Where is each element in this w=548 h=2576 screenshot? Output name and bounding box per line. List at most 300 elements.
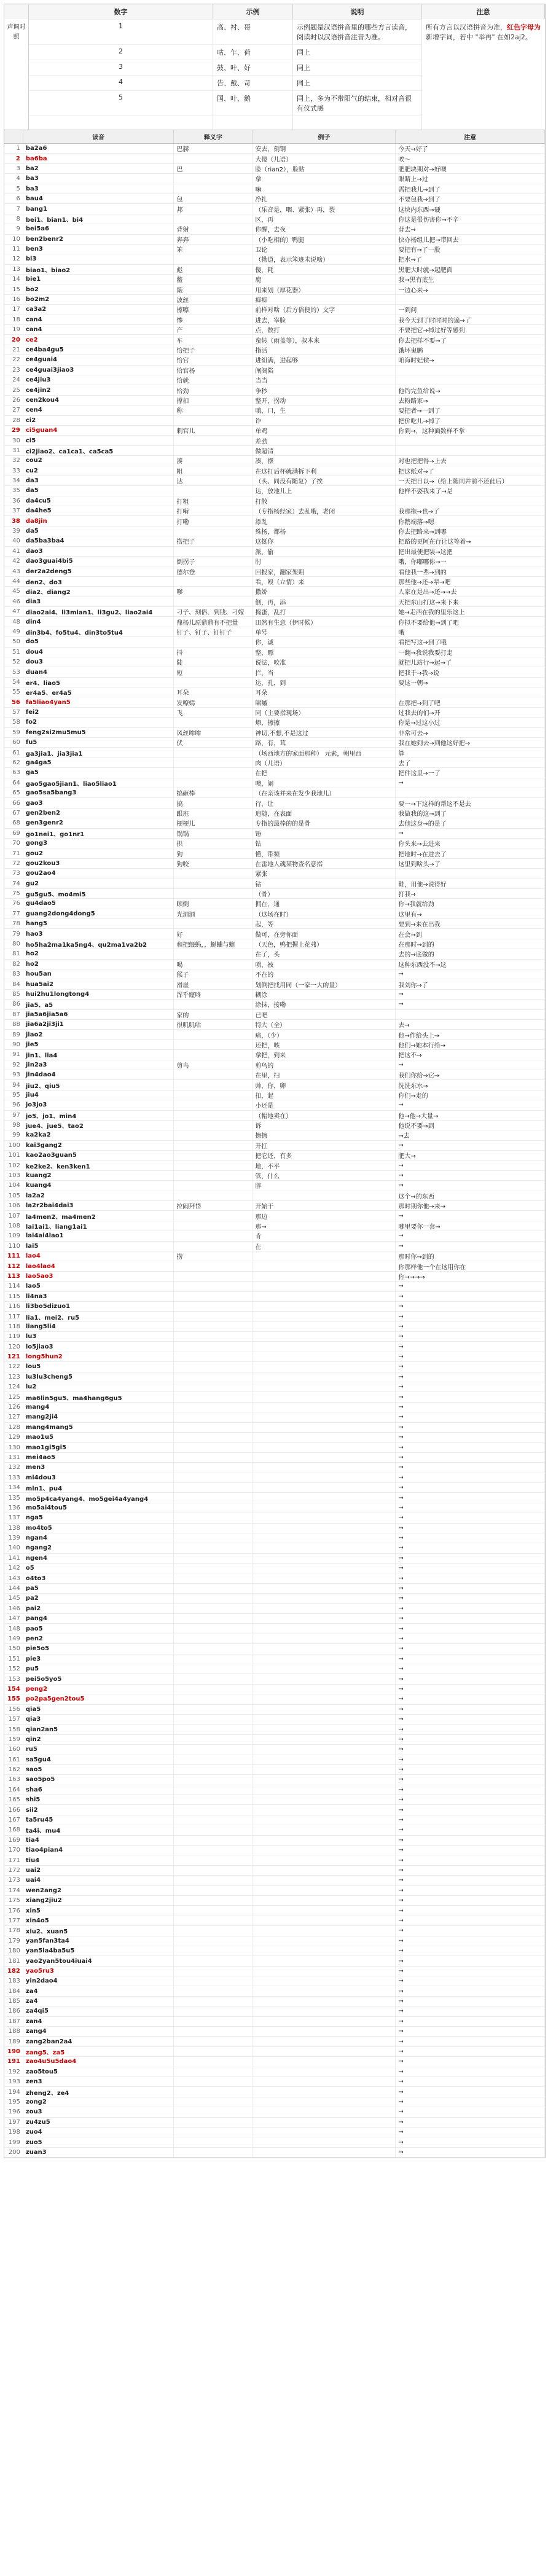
row-number-cell: 189	[4, 2037, 23, 2046]
row-number-cell: 146	[4, 1603, 23, 1613]
row-number-cell: 59	[4, 727, 23, 737]
dialect-word-cell: 捞	[174, 1251, 252, 1261]
definition-cell	[252, 2107, 396, 2117]
usage-note-cell: 黑肥大时就→起肥面	[396, 264, 545, 274]
dialect-word-cell	[174, 1714, 252, 1724]
dialect-word-cell	[174, 1895, 252, 1905]
definition-cell: 田然有生意（伊时候）	[252, 617, 396, 627]
definition-cell	[252, 1493, 396, 1503]
usage-note-cell: →	[396, 1835, 545, 1845]
usage-note-cell: →	[396, 1433, 545, 1443]
pronunciation-cell: cen4	[23, 405, 173, 415]
pronunciation-cell: lu3	[23, 1332, 173, 1342]
row-number-cell: 30	[4, 436, 23, 445]
dialect-word-cell: 彪	[174, 264, 252, 274]
usage-note-cell: →	[396, 1664, 545, 1674]
pronunciation-cell: da8jin	[23, 516, 173, 526]
usage-note-cell: →	[396, 1372, 545, 1382]
table-row	[4, 1503, 545, 1513]
table-row	[4, 1916, 545, 1925]
pronunciation-cell: mo4to5	[23, 1523, 173, 1533]
pronunciation-cell: jiu4	[23, 1090, 173, 1100]
table-row	[4, 1926, 545, 1936]
dialect-word-cell: 拉闹拜岱	[174, 1201, 252, 1211]
usage-note-cell: →	[396, 2087, 545, 2097]
usage-note-cell: →	[396, 1422, 545, 1432]
definition-cell: 地，不平	[252, 1161, 396, 1170]
row-number-cell: 101	[4, 1151, 23, 1161]
row-number-cell: 188	[4, 2027, 23, 2037]
table-row	[4, 506, 545, 516]
definition-cell	[252, 1342, 396, 1352]
definition-cell	[252, 1926, 396, 1936]
table-row	[4, 959, 545, 969]
pronunciation-cell: jia5、a5	[23, 1000, 173, 1009]
row-number-cell: 37	[4, 506, 23, 516]
dialect-word-cell	[174, 778, 252, 788]
usage-note-cell: 我今天到了时时时的遍→了	[396, 315, 545, 324]
pronunciation-cell: jie5	[23, 1039, 173, 1049]
table-row	[4, 1594, 545, 1603]
legend-example: 告、戴、苛	[213, 75, 293, 90]
pronunciation-cell: lao5ao3	[23, 1271, 173, 1281]
table-row	[4, 1372, 545, 1382]
dialect-word-cell: 顾倒	[174, 899, 252, 909]
row-number-cell: 115	[4, 1291, 23, 1301]
pronunciation-cell: fu5	[23, 738, 173, 748]
pronunciation-cell: lai5	[23, 1241, 173, 1251]
usage-note-cell: 对也把把得→上去	[396, 456, 545, 466]
row-number-cell: 156	[4, 1704, 23, 1714]
table-row	[4, 375, 545, 385]
table-row	[4, 627, 545, 636]
usage-note-cell: 饿坏鬼鹏	[396, 345, 545, 354]
row-number-cell: 82	[4, 959, 23, 969]
dialect-word-cell: 发嘹嫣	[174, 697, 252, 707]
pronunciation-cell: mang4mang5	[23, 1422, 173, 1432]
dialect-word-cell	[174, 1573, 252, 1583]
pronunciation-cell: ben2benr2	[23, 234, 173, 244]
pronunciation-cell: gou2	[23, 848, 173, 858]
definition-cell: 单号	[252, 627, 396, 636]
row-number-cell: 162	[4, 1764, 23, 1774]
definition-cell: 肯	[252, 1231, 396, 1241]
definition-cell: 做超清	[252, 445, 396, 455]
usage-note-cell: 非常可去→	[396, 727, 545, 737]
pronunciation-cell: pai2	[23, 1603, 173, 1613]
usage-note-cell: →	[396, 1503, 545, 1513]
dialect-word-cell	[174, 1392, 252, 1402]
table-row	[4, 858, 545, 868]
dialect-word-cell	[174, 869, 252, 879]
row-number-cell: 72	[4, 858, 23, 868]
legend-desc	[293, 115, 422, 130]
pronunciation-cell: xiu2、xuan5	[23, 1926, 173, 1936]
row-number-cell: 79	[4, 929, 23, 939]
definition-cell: 说法，咬准	[252, 657, 396, 667]
pronunciation-cell: ci5guan4	[23, 425, 173, 435]
pronunciation-cell: dia2、diang2	[23, 587, 173, 597]
definition-cell	[252, 1916, 396, 1925]
definition-cell: 安去，刻钢	[252, 144, 396, 154]
dialect-word-cell	[174, 1271, 252, 1281]
pronunciation-cell: ba3	[23, 174, 173, 184]
usage-note-cell	[396, 687, 545, 697]
usage-note-cell: →	[396, 2057, 545, 2067]
row-number-cell: 120	[4, 1342, 23, 1352]
pronunciation-cell: gu4dao5	[23, 899, 173, 909]
row-number-cell: 132	[4, 1463, 23, 1473]
pronunciation-cell: ce2	[23, 335, 173, 345]
usage-note-cell: 一天把日以→（给上随同并前不还此后）	[396, 476, 545, 485]
usage-note-cell: →	[396, 2016, 545, 2026]
row-number-cell: 126	[4, 1402, 23, 1412]
dialect-word-cell	[174, 1352, 252, 1361]
usage-note-cell: 一到问	[396, 305, 545, 315]
row-number-cell: 148	[4, 1624, 23, 1634]
dialect-word-cell	[174, 2077, 252, 2087]
row-number-cell: 160	[4, 1745, 23, 1755]
dialect-word-cell	[174, 1100, 252, 1110]
usage-note-cell: →	[396, 1362, 545, 1372]
usage-note-cell: →	[396, 1342, 545, 1352]
row-number-cell: 166	[4, 1805, 23, 1815]
pronunciation-cell: kuang2	[23, 1170, 173, 1180]
pronunciation-cell: wen2ang2	[23, 1885, 173, 1895]
definition-cell	[252, 2027, 396, 2037]
table-row	[4, 2006, 545, 2016]
dialect-word-cell	[174, 637, 252, 647]
table-row	[4, 687, 545, 697]
table-row	[4, 758, 545, 767]
table-row	[4, 1493, 545, 1503]
table-row	[4, 1805, 545, 1815]
pronunciation-cell: peng2	[23, 1684, 173, 1694]
usage-note-cell: →	[396, 1321, 545, 1331]
legend-side-label: 声调对照	[4, 19, 29, 130]
table-row	[4, 888, 545, 898]
dialect-word-cell	[174, 879, 252, 888]
pronunciation-cell: qian2an5	[23, 1725, 173, 1734]
row-number-cell: 32	[4, 456, 23, 466]
row-number-cell: 92	[4, 1060, 23, 1070]
usage-note-cell: →	[396, 1936, 545, 1946]
table-row	[4, 536, 545, 546]
dialect-word-cell	[174, 1120, 252, 1130]
table-row	[4, 2127, 545, 2137]
table-row	[4, 768, 545, 778]
column-dialect-word: 释义字	[174, 130, 252, 144]
row-number-cell: 77	[4, 909, 23, 918]
row-number-cell: 178	[4, 1926, 23, 1936]
definition-cell	[252, 1855, 396, 1865]
usage-note-cell: 你→我就给劲	[396, 899, 545, 909]
usage-note-cell: 不要包我→到了	[396, 194, 545, 203]
row-number-cell: 70	[4, 838, 23, 848]
dialect-word-cell	[174, 1181, 252, 1191]
usage-note-cell: 我→黑有底生	[396, 275, 545, 284]
row-number-cell: 143	[4, 1573, 23, 1583]
dialect-word-cell	[174, 2087, 252, 2097]
usage-note-cell: →	[396, 2077, 545, 2087]
usage-note-cell	[396, 1009, 545, 1019]
definition-cell	[252, 2137, 396, 2147]
dialect-word-cell	[174, 1704, 252, 1714]
row-number-cell: 78	[4, 919, 23, 929]
table-row	[4, 445, 545, 455]
row-number-cell: 102	[4, 1161, 23, 1170]
usage-note-cell: 咱海时妃候→	[396, 355, 545, 365]
usage-note-cell: →	[396, 1463, 545, 1473]
row-number-cell: 21	[4, 345, 23, 354]
table-row	[4, 979, 545, 989]
table-row	[4, 405, 545, 415]
pronunciation-cell: jo5、jo1、min4	[23, 1110, 173, 1120]
usage-note-cell: 唉～	[396, 154, 545, 163]
definition-cell: 开扛	[252, 1140, 396, 1150]
pronunciation-cell: qia5	[23, 1704, 173, 1714]
dialect-word-cell	[174, 1039, 252, 1049]
table-row	[4, 1211, 545, 1221]
table-row	[4, 1151, 545, 1161]
legend-desc: 同上，多为不带阳气的结束，相对音很有仪式感	[293, 90, 422, 115]
pronunciation-cell: mao1gi5gi5	[23, 1443, 173, 1452]
usage-note-cell: →	[396, 1181, 545, 1191]
pronunciation-cell: mi4dou3	[23, 1473, 173, 1482]
usage-note-cell: →	[396, 1493, 545, 1503]
table-row	[4, 1039, 545, 1049]
table-row	[4, 476, 545, 485]
usage-note-cell: 就把儿站行→起→了	[396, 657, 545, 667]
pronunciation-cell: der2a2deng5	[23, 566, 173, 576]
usage-note-cell	[396, 375, 545, 385]
table-row	[4, 1553, 545, 1563]
dialect-word-cell: 很叽叽咕	[174, 1019, 252, 1029]
dialect-word-cell	[174, 1614, 252, 1624]
dialect-word-cell	[174, 2137, 252, 2147]
definition-cell: 糊涂	[252, 989, 396, 999]
pronunciation-cell: ho2	[23, 959, 173, 969]
dialect-word-cell	[174, 1664, 252, 1674]
table-row	[4, 1000, 545, 1009]
row-number-cell: 16	[4, 294, 23, 304]
definition-cell: 拥在，通	[252, 899, 396, 909]
definition-cell: 倒，再，添	[252, 597, 396, 606]
dialect-word-cell: 邦	[174, 204, 252, 214]
dialect-word-cell	[174, 1553, 252, 1563]
pronunciation-cell: mei4ao5	[23, 1452, 173, 1462]
table-row	[4, 989, 545, 999]
dialect-word-cell	[174, 1996, 252, 2006]
pronunciation-cell: go1nei1、go1nr1	[23, 828, 173, 838]
pronunciation-cell: za4	[23, 1996, 173, 2006]
usage-note-cell: →	[396, 1855, 545, 1865]
dialect-word-cell	[174, 1936, 252, 1946]
table-row	[4, 657, 545, 667]
pronunciation-cell: gao3	[23, 798, 173, 808]
table-row	[4, 163, 545, 173]
dialect-word-cell: 搞	[174, 798, 252, 808]
table-row	[4, 2077, 545, 2087]
pronunciation-cell: zheng2、ze4	[23, 2087, 173, 2097]
dialect-word-cell	[174, 415, 252, 425]
pronunciation-cell: zang2ban2a4	[23, 2037, 173, 2046]
dialect-word-cell	[174, 597, 252, 606]
usage-note-cell: 快亦杨组儿把→带回去	[396, 234, 545, 244]
pronunciation-cell: pang4	[23, 1614, 173, 1624]
usage-note-cell: →	[396, 1473, 545, 1482]
table-row	[4, 456, 545, 466]
usage-note-cell: →	[396, 2067, 545, 2077]
table-row	[4, 818, 545, 828]
legend-example: 国、叶、鹅	[213, 90, 293, 115]
dialect-word-cell: 和把缀蚂，，蜒蛐与蟾	[174, 939, 252, 949]
usage-note-cell: →	[396, 1885, 545, 1895]
pronunciation-cell: pao5	[23, 1624, 173, 1634]
definition-cell	[252, 2006, 396, 2016]
definition-cell	[252, 1775, 396, 1785]
table-row	[4, 1312, 545, 1321]
usage-note-cell: →	[396, 1543, 545, 1553]
usage-note-cell: 去粉路家→	[396, 395, 545, 405]
pronunciation-cell: lu2	[23, 1382, 173, 1392]
dialect-word-cell	[174, 546, 252, 556]
pronunciation-cell: bei1、bian1、bi4	[23, 214, 173, 224]
table-row	[4, 1614, 545, 1624]
row-number-cell: 84	[4, 979, 23, 989]
pronunciation-cell: kai3gang2	[23, 1140, 173, 1150]
row-number-cell: 98	[4, 1120, 23, 1130]
usage-note-cell	[396, 869, 545, 879]
row-number-cell: 8	[4, 214, 23, 224]
definition-cell: 你醒，去夜	[252, 224, 396, 234]
table-row	[4, 1482, 545, 1492]
dialect-word-cell	[174, 254, 252, 264]
row-number-cell: 18	[4, 315, 23, 324]
pronunciation-cell: ga5	[23, 768, 173, 778]
row-number-cell: 181	[4, 1956, 23, 1966]
dialect-word-cell: 锅锅	[174, 828, 252, 838]
table-row	[4, 1795, 545, 1805]
definition-cell: 你，诚	[252, 637, 396, 647]
row-number-cell: 147	[4, 1614, 23, 1624]
usage-note-cell: 这块内东西→硬	[396, 204, 545, 214]
table-row	[4, 1976, 545, 1986]
pronunciation-cell: zan4	[23, 2016, 173, 2026]
row-number-cell: 119	[4, 1332, 23, 1342]
legend-num: 4	[29, 75, 213, 90]
definition-cell	[252, 1583, 396, 1593]
pronunciation-cell: mang2ji4	[23, 1412, 173, 1422]
dialect-word-cell	[174, 2027, 252, 2037]
dialect-word-cell: 包	[174, 194, 252, 203]
dialect-word-cell	[174, 2097, 252, 2107]
row-number-cell: 133	[4, 1473, 23, 1482]
dialect-word-cell	[174, 1513, 252, 1523]
row-number-cell: 55	[4, 687, 23, 697]
definition-cell	[252, 1684, 396, 1694]
definition-cell: （专指杨经家）去乱哦，老闭	[252, 506, 396, 516]
pronunciation-cell: jin2a3	[23, 1060, 173, 1070]
pronunciation-cell: cou2	[23, 456, 173, 466]
dialect-word-cell	[174, 1624, 252, 1634]
pronunciation-cell: bau4	[23, 194, 173, 203]
row-number-cell: 41	[4, 546, 23, 556]
definition-cell	[252, 1553, 396, 1563]
definition-cell	[252, 1664, 396, 1674]
dialect-word-cell	[174, 1080, 252, 1090]
row-number-cell: 182	[4, 1966, 23, 1976]
pronunciation-cell: zou3	[23, 2107, 173, 2117]
row-number-cell: 130	[4, 1443, 23, 1452]
pronunciation-cell: ngang2	[23, 1543, 173, 1553]
definition-cell: 肉（儿语）	[252, 758, 396, 767]
definition-cell	[252, 2077, 396, 2087]
pronunciation-cell: jia5a6jia5a6	[23, 1009, 173, 1019]
usage-note-cell: →	[396, 2117, 545, 2127]
row-number-cell: 186	[4, 2006, 23, 2016]
dialect-word-cell	[174, 1674, 252, 1684]
table-row	[4, 879, 545, 888]
dialect-word-cell	[174, 2057, 252, 2067]
usage-note-cell: →	[396, 2046, 545, 2056]
definition-cell: 整开，拐动	[252, 395, 396, 405]
dialect-word-cell: 产	[174, 325, 252, 335]
table-row	[4, 1050, 545, 1060]
usage-note-cell: →	[396, 1785, 545, 1795]
pronunciation-cell: shi5	[23, 1795, 173, 1805]
dialect-word-cell	[174, 1000, 252, 1009]
usage-note-cell	[396, 445, 545, 455]
usage-note-cell: 他说不要→到	[396, 1120, 545, 1130]
pronunciation-cell: ca3a2	[23, 305, 173, 315]
row-number-cell: 152	[4, 1664, 23, 1674]
usage-note-cell: 你们→走的	[396, 1090, 545, 1100]
definition-cell	[252, 1895, 396, 1905]
usage-note-cell	[396, 436, 545, 445]
definition-cell	[252, 2097, 396, 2107]
pronunciation-cell: long5hun2	[23, 1352, 173, 1361]
legend-header	[4, 4, 29, 19]
pronunciation-cell: nga5	[23, 1513, 173, 1523]
table-row	[4, 1785, 545, 1795]
table-row	[4, 496, 545, 506]
definition-cell	[252, 1956, 396, 1966]
row-number-cell: 105	[4, 1191, 23, 1200]
row-number-cell: 46	[4, 597, 23, 606]
usage-note-cell: 去他这身→的是了	[396, 818, 545, 828]
table-row	[4, 315, 545, 324]
definition-cell	[252, 1674, 396, 1684]
definition-cell: 嘛	[252, 184, 396, 194]
dialect-word-cell: 撑扣	[174, 395, 252, 405]
pronunciation-cell: uai4	[23, 1876, 173, 1885]
row-number-cell: 185	[4, 1996, 23, 2006]
dialect-word-cell	[174, 1482, 252, 1492]
pronunciation-cell: uai2	[23, 1865, 173, 1875]
definition-cell: 已吧	[252, 1009, 396, 1019]
table-row	[4, 1543, 545, 1553]
pronunciation-cell: bi3	[23, 254, 173, 264]
dialect-word-cell	[174, 1221, 252, 1231]
table-row	[4, 275, 545, 284]
pronunciation-cell: pie5o5	[23, 1644, 173, 1654]
definition-cell: 拿	[252, 174, 396, 184]
table-row	[4, 1523, 545, 1533]
table-row	[4, 637, 545, 647]
table-row	[4, 718, 545, 727]
table-row	[4, 667, 545, 677]
